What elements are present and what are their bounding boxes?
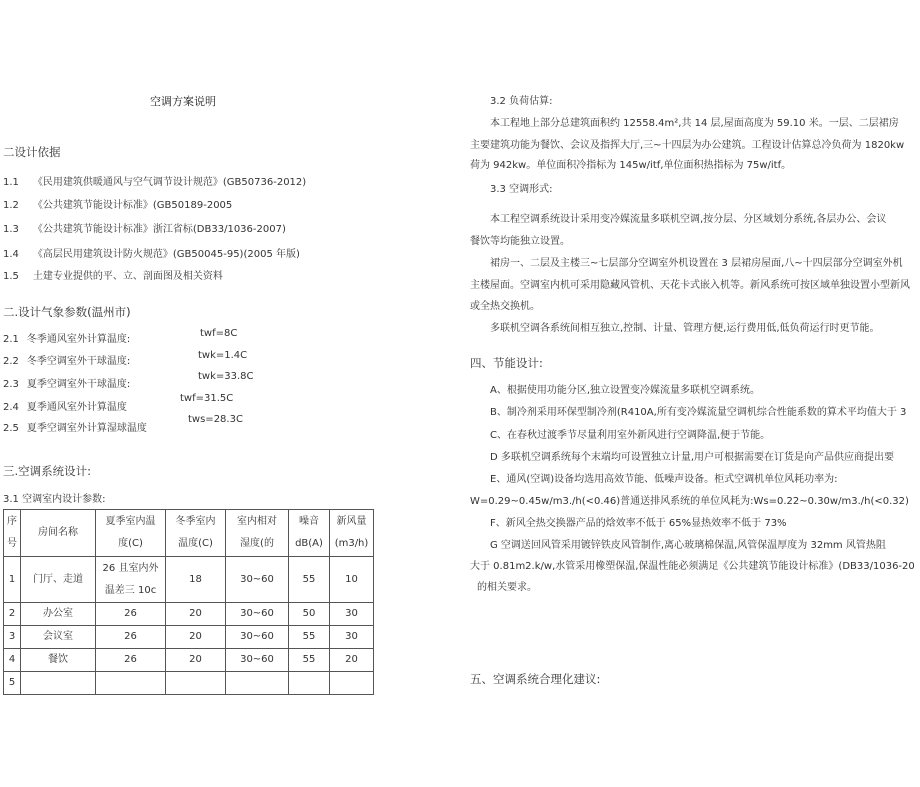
climate-value: twk=33.8C (198, 371, 254, 382)
header-cell: 序 号 (4, 510, 21, 557)
design-basis-item: 1.1 《民用建筑供暖通风与空气调节设计规范》(GB50736-2012) (3, 177, 307, 188)
table-cell: 26 且室内外 温差三 10c (96, 557, 166, 603)
indoor-design-params-table (3, 509, 374, 695)
table-row (4, 672, 374, 695)
header-cell: 冬季室内 温度(C) (166, 510, 226, 557)
table-cell: 10 (330, 557, 374, 603)
table-cell (166, 672, 226, 695)
paragraph-line: E、通风(空调)设备均选用高效节能、低噪声设备。柜式空调机单位风耗功率为: (490, 474, 838, 485)
table-cell: 18 (166, 557, 226, 603)
climate-item: 2.2 冬季空调室外干球温度: (3, 356, 131, 367)
table-row (4, 557, 374, 603)
paragraph-line: 多联机空调各系统间相互独立,控制、计量、管理方便,运行费用低,低负荷运行时更节能。 (490, 323, 880, 334)
table-cell: 20 (166, 649, 226, 672)
table-cell (289, 672, 330, 695)
table-cell: 30~60 (226, 557, 289, 603)
header-cell: 噪音 dB(A) (289, 510, 330, 557)
subsection-indoor-params: 3.1 空调室内设计参数: (3, 494, 106, 505)
table-cell (226, 672, 289, 695)
table-cell: 50 (289, 603, 330, 626)
table-cell: 2 (4, 603, 21, 626)
table-cell: 20 (166, 626, 226, 649)
climate-value: twf=8C (200, 328, 238, 339)
table-cell: 20 (166, 603, 226, 626)
table-cell: 26 (96, 603, 166, 626)
paragraph-line: 本工程空调系统设计采用变冷媒流量多联机空调,按分层、分区域划分系统,各层办公、会议 (490, 214, 887, 225)
table-cell: 餐饮 (21, 649, 96, 672)
table-cell: 30~60 (226, 603, 289, 626)
subsection-ac-type: 3.3 空调形式: (490, 184, 553, 195)
paragraph-line: C、在春秋过渡季节尽量利用室外新风进行空调降温,便于节能。 (490, 430, 771, 441)
section-heading-design-basis: 二设计依据 (3, 145, 61, 159)
table-row (4, 649, 374, 672)
paragraph-line: A、根据使用功能分区,独立设置变冷媒流量多联机空调系统。 (490, 385, 761, 396)
table-cell: 30~60 (226, 626, 289, 649)
section-heading-energy-saving: 四、节能设计: (470, 356, 543, 370)
table-cell: 5 (4, 672, 21, 695)
paragraph-line: B、制冷剂采用环保型制冷剂(R410A,所有变冷媒流量空调机综合性能系数的算术平均值大于 3 (490, 407, 907, 418)
paragraph-line: 餐饮等均能独立设置。 (470, 236, 570, 247)
table-row (4, 603, 374, 626)
paragraph-line: 大于 0.81m2.k/w,水管采用橡塑保温,保温性能必须满足《公共建筑节能设计标准》(DB33/1036-20 (470, 561, 915, 572)
climate-item: 2.5 夏季空调室外计算湿球温度 (3, 423, 147, 434)
paragraph-line: 的相关要求。 (477, 582, 537, 593)
climate-item: 2.3 夏季空调室外干球温度: (3, 379, 131, 390)
table-row (4, 626, 374, 649)
header-cell: 房间名称 (21, 510, 96, 557)
table-cell: 55 (289, 626, 330, 649)
header-cell: 室内相对 湿度(的 (226, 510, 289, 557)
paragraph-line: 或全热交换机。 (470, 301, 540, 312)
table-cell: 30 (330, 603, 374, 626)
design-basis-item: 1.4 《高层民用建筑设计防火规范》(GB50045-95)(2005 年版) (3, 249, 300, 260)
table-cell: 门厅、走道 (21, 557, 96, 603)
table-cell: 55 (289, 557, 330, 603)
paragraph-line: F、新风全热交换器产品的焓效率不低于 65%显热效率不低于 73% (490, 518, 787, 529)
subsection-load-estimate: 3.2 负荷估算: (490, 96, 553, 107)
table-cell (96, 672, 166, 695)
table-cell: 4 (4, 649, 21, 672)
table-header-row (4, 510, 374, 557)
paragraph-line: 本工程地上部分总建筑面积约 12558.4m²,共 14 层,屋面高度为 59.10 米。一层、二层裙房 (490, 118, 899, 129)
paragraph-line: D 多联机空调系统每个末端均可设置独立计量,用户可根据需要在订货是向产品供应商提出要 (490, 452, 895, 463)
climate-item: 2.1 冬季通风室外计算温度: (3, 334, 131, 345)
header-cell: 新风量 (m3/h) (330, 510, 374, 557)
table-cell: 55 (289, 649, 330, 672)
paragraph-line: 荷为 942kw。单位面积冷指标为 145w/itf,单位面积热指标为 75w/itf。 (470, 160, 792, 171)
climate-value: twk=1.4C (198, 350, 248, 361)
design-basis-item: 1.2 《公共建筑节能设计标准》(GB50189-2005 (3, 200, 233, 211)
section-heading-climate: 二.设计气象参数(温州市) (3, 305, 131, 319)
table-cell: 26 (96, 649, 166, 672)
table-cell (330, 672, 374, 695)
table-cell: 会议室 (21, 626, 96, 649)
table-cell: 30 (330, 626, 374, 649)
header-cell: 夏季室内温 度(C) (96, 510, 166, 557)
climate-value: twf=31.5C (180, 393, 234, 404)
table-cell: 办公室 (21, 603, 96, 626)
design-basis-item: 1.3 《公共建筑节能设计标准》浙江省标(DB33/1036-2007) (3, 224, 286, 235)
design-basis-item: 1.5 土建专业提供的平、立、剖面图及相关资料 (3, 271, 223, 282)
table-cell: 26 (96, 626, 166, 649)
section-heading-suggestions: 五、空调系统合理化建议: (470, 672, 601, 686)
paragraph-line: 主要建筑功能为餐饮、会议及指挥大厅,三~十四层为办公建筑。工程设计估算总冷负荷为 1820kw (470, 140, 905, 151)
table-cell: 30~60 (226, 649, 289, 672)
paragraph-line: W=0.29~0.45w/m3./h(<0.46)普通送排风系统的单位风耗为:Ws=0.22~0.30w/m3./h(<0.32) (470, 496, 909, 507)
table-cell (21, 672, 96, 695)
table-cell: 3 (4, 626, 21, 649)
climate-value: tws=28.3C (188, 414, 243, 425)
doc-title: 空调方案说明 (150, 95, 216, 108)
section-heading-ac-system: 三.空调系统设计: (3, 464, 92, 478)
climate-item: 2.4 夏季通风室外计算温度 (3, 402, 127, 413)
paragraph-line: 主楼屋面。空调室内机可采用隐藏风管机、天花卡式嵌入机等。新风系统可按区域单独设置小型新风 (470, 280, 910, 291)
table-cell: 20 (330, 649, 374, 672)
paragraph-line: G 空调送回风管采用镀锌铁皮风管制作,离心玻璃棉保温,风管保温厚度为 32mm 风管热阻 (490, 540, 886, 551)
table-cell: 1 (4, 557, 21, 603)
paragraph-line: 裙房一、二层及主楼三~七层部分空调室外机设置在 3 层裙房屋面,八~十四层部分空调室外机 (490, 258, 903, 269)
